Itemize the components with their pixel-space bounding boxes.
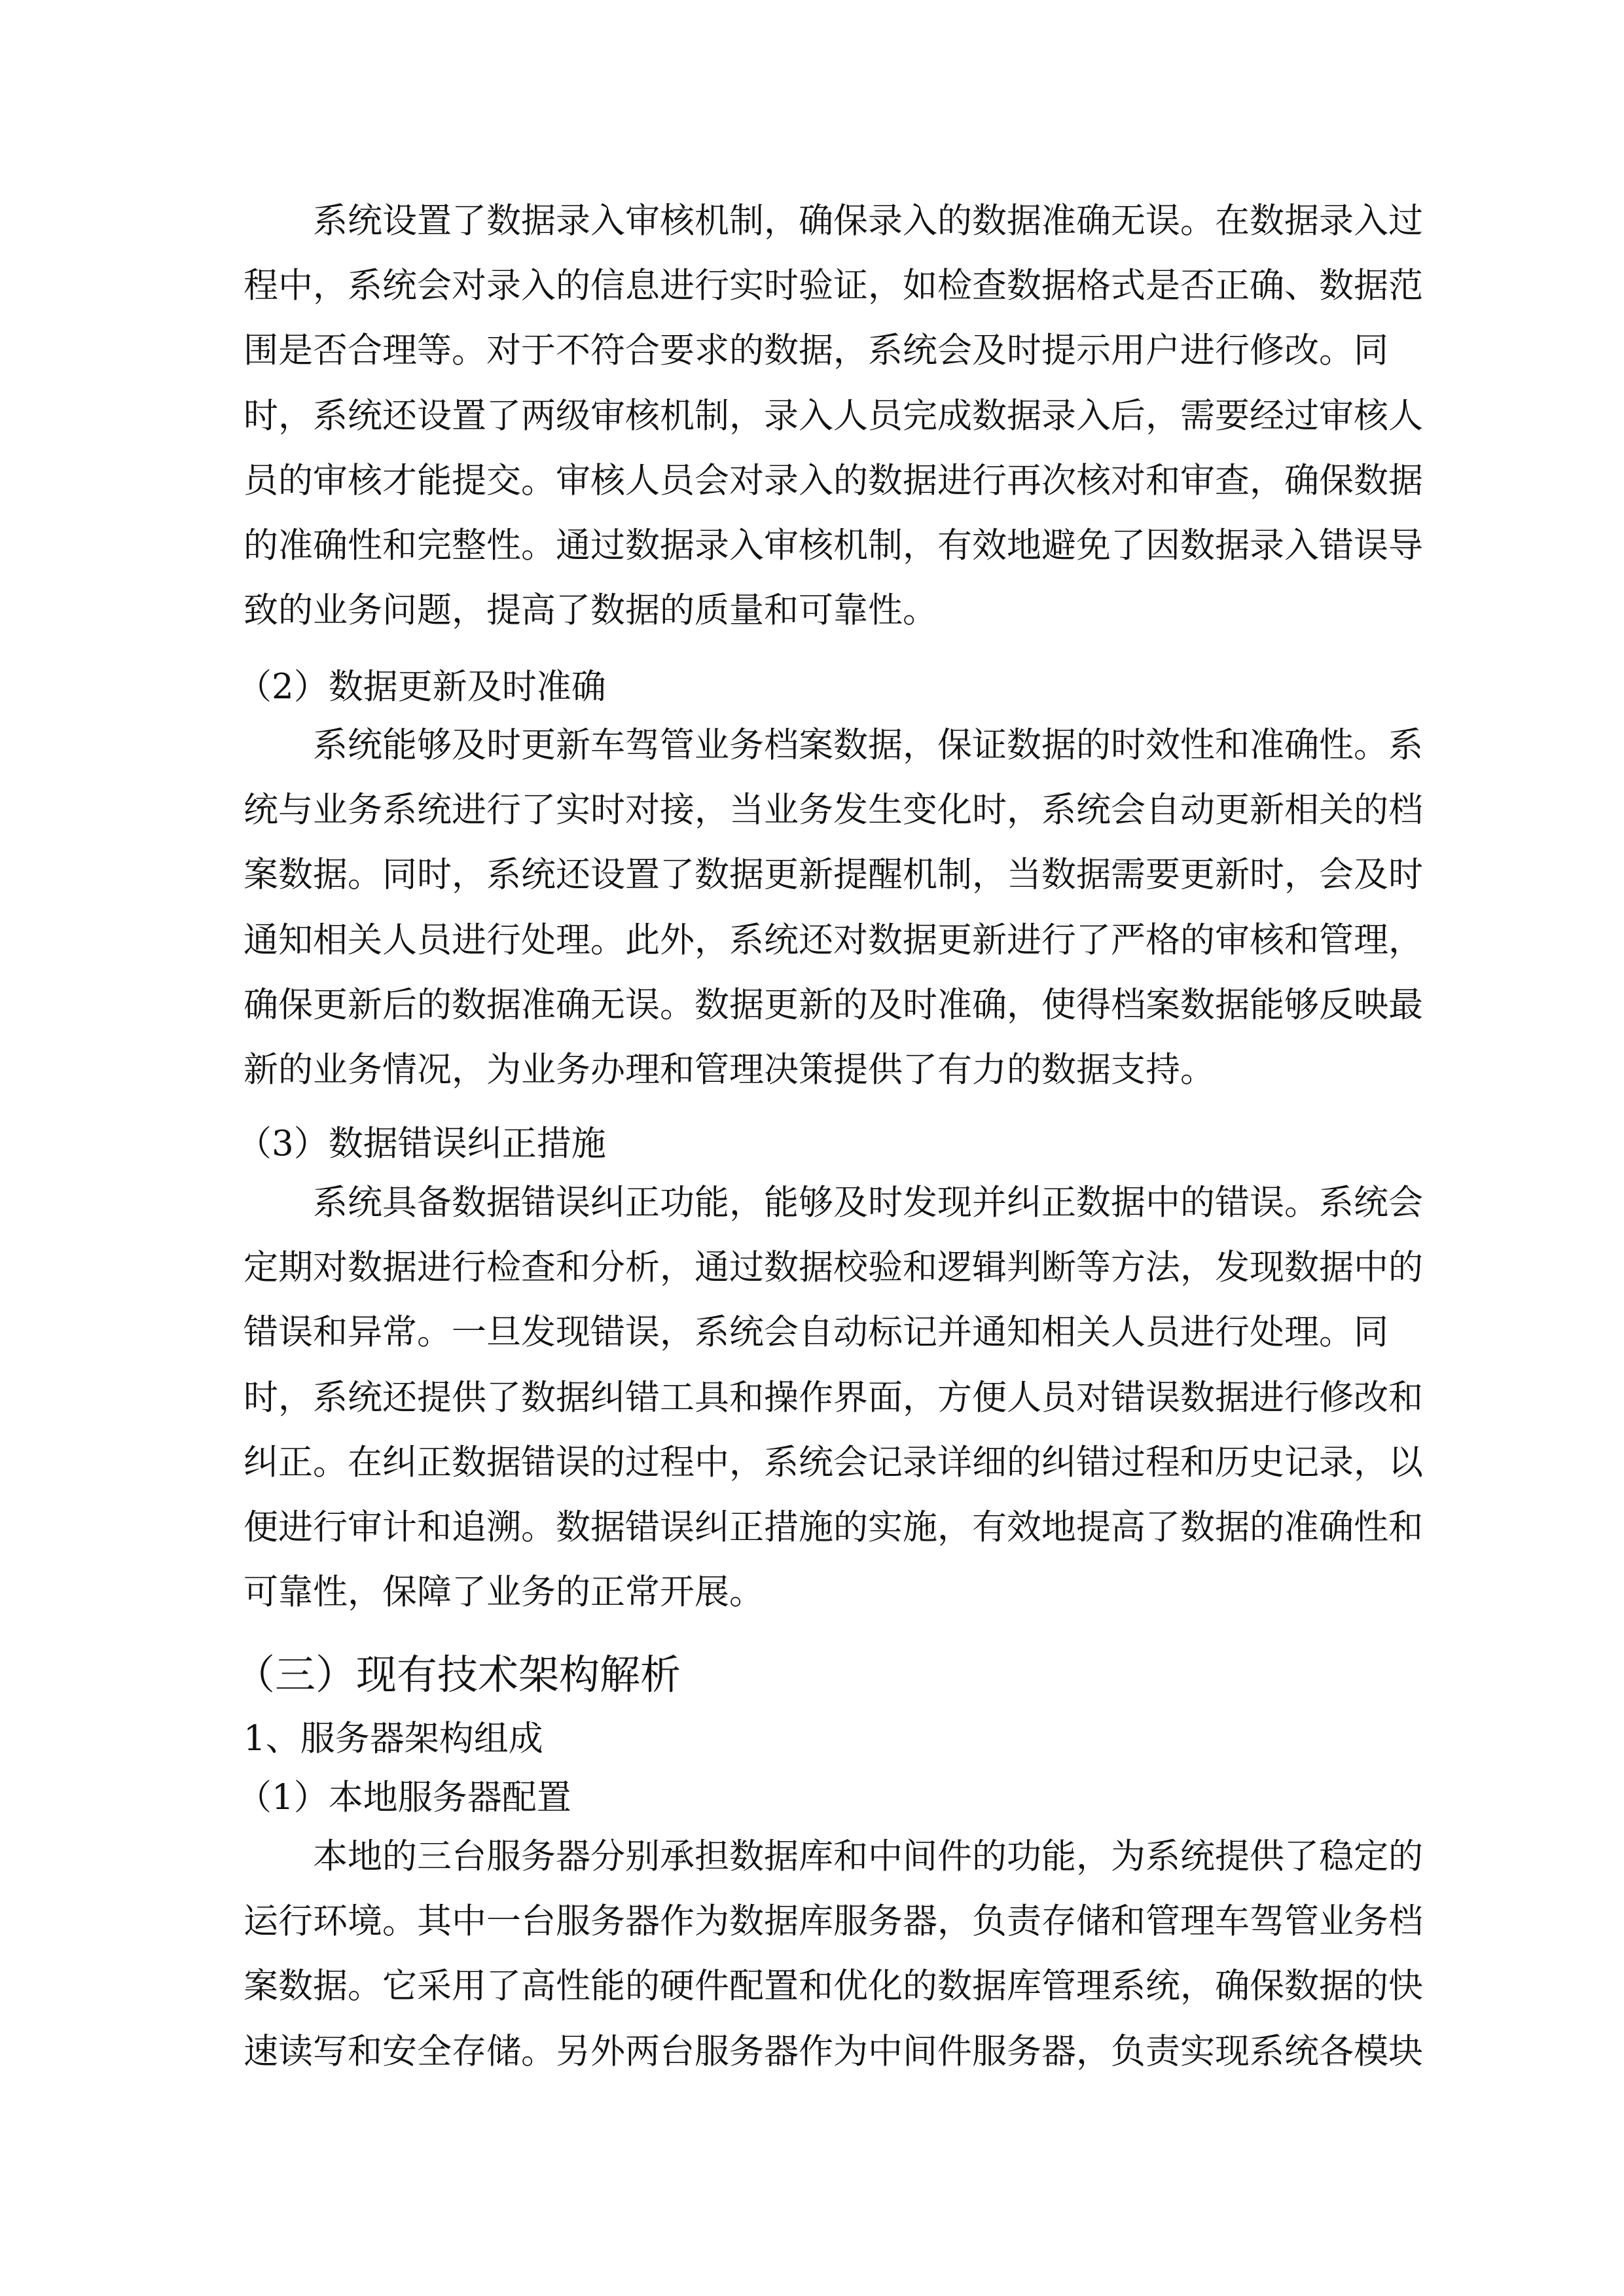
text-line: 的准确性和完整性。通过数据录入审核机制，有效地避免了因数据录入错误导 [244,525,1423,565]
paragraph-data-update [244,713,1423,1102]
text-line: 系统具备数据错误纠正功能，能够及时发现并纠正数据中的错误。系统会 [313,1183,1423,1223]
text-line: 统与业务系统进行了实时对接，当业务发生变化时，系统会自动更新相关的档 [244,790,1423,831]
text-line: 确保更新后的数据准确无误。数据更新的及时准确，使得档案数据能够反映最 [244,984,1423,1025]
paragraph-local-server [244,1824,1423,2084]
text-line: 纠正。在纠正数据错误的过程中，系统会记录详细的纠错过程和历史记录，以 [244,1442,1423,1482]
paragraph-data-entry-review [244,188,1423,643]
text-line: 围是否合理等。对于不符合要求的数据，系统会及时提示用户进行修改。同 [244,331,1388,371]
text-line: 系统能够及时更新车驾管业务档案数据，保证数据的时效性和准确性。系 [313,725,1423,765]
text-line: 错误和异常。一旦发现错误，系统会自动标记并通知相关人员进行处理。同 [244,1312,1388,1353]
text-line: 程中，系统会对录入的信息进行实时验证，如检查数据格式是否正确、数据范 [244,266,1423,306]
text-line: 系统设置了数据录入审核机制，确保录入的数据准确无误。在数据录入过 [313,201,1423,241]
paragraph-error-correction [244,1170,1423,1624]
text-line: 通知相关人员进行处理。此外，系统还对数据更新进行了严格的审核和管理， [244,920,1423,960]
subheading-error-correction: （3）数据错误纠正措施 [237,1124,606,1164]
text-line: 速读写和安全存储。另外两台服务器作为中间件服务器，负责实现系统各模块 [244,2031,1423,2072]
section-heading: （三）现有技术架构解析 [234,1651,681,1698]
text-line: 致的业务问题，提高了数据的质量和可靠性。 [244,590,937,631]
text-line: 定期对数据进行检查和分析，通过数据校验和逻辑判断等方法，发现数据中的 [244,1247,1423,1288]
text-line: 案数据。它采用了高性能的硬件配置和优化的数据库管理系统，确保数据的快 [244,1966,1423,2007]
text-line: 时，系统还提供了数据纠错工具和操作界面，方便人员对错误数据进行修改和 [244,1377,1423,1418]
text-line: 本地的三台服务器分别承担数据库和中间件的功能，为系统提供了稳定的 [313,1837,1423,1876]
text-line: 员的审核才能提交。审核人员会对录入的数据进行再次核对和审查，确保数据 [244,460,1423,501]
subheading-data-update: （2）数据更新及时准确 [237,667,606,707]
text-line: 时，系统还设置了两级审核机制，录入人员完成数据录入后，需要经过审核人 [244,395,1423,436]
text-line: 运行环境。其中一台服务器作为数据库服务器，负责存储和管理车驾管业务档 [244,1901,1423,1942]
numbered-heading: 1、服务器架构组成 [244,1719,543,1759]
subheading-local-server: （1）本地服务器配置 [237,1778,571,1818]
text-line: 可靠性，保障了业务的正常开展。 [244,1572,764,1613]
text-line: 便进行审计和追溯。数据错误纠正措施的实施，有效地提高了数据的准确性和 [244,1507,1423,1547]
text-line: 新的业务情况，为业务办理和管理决策提供了有力的数据支持。 [244,1049,1215,1090]
text-line: 案数据。同时，系统还设置了数据更新提醒机制，当数据需要更新时，会及时 [244,855,1423,895]
